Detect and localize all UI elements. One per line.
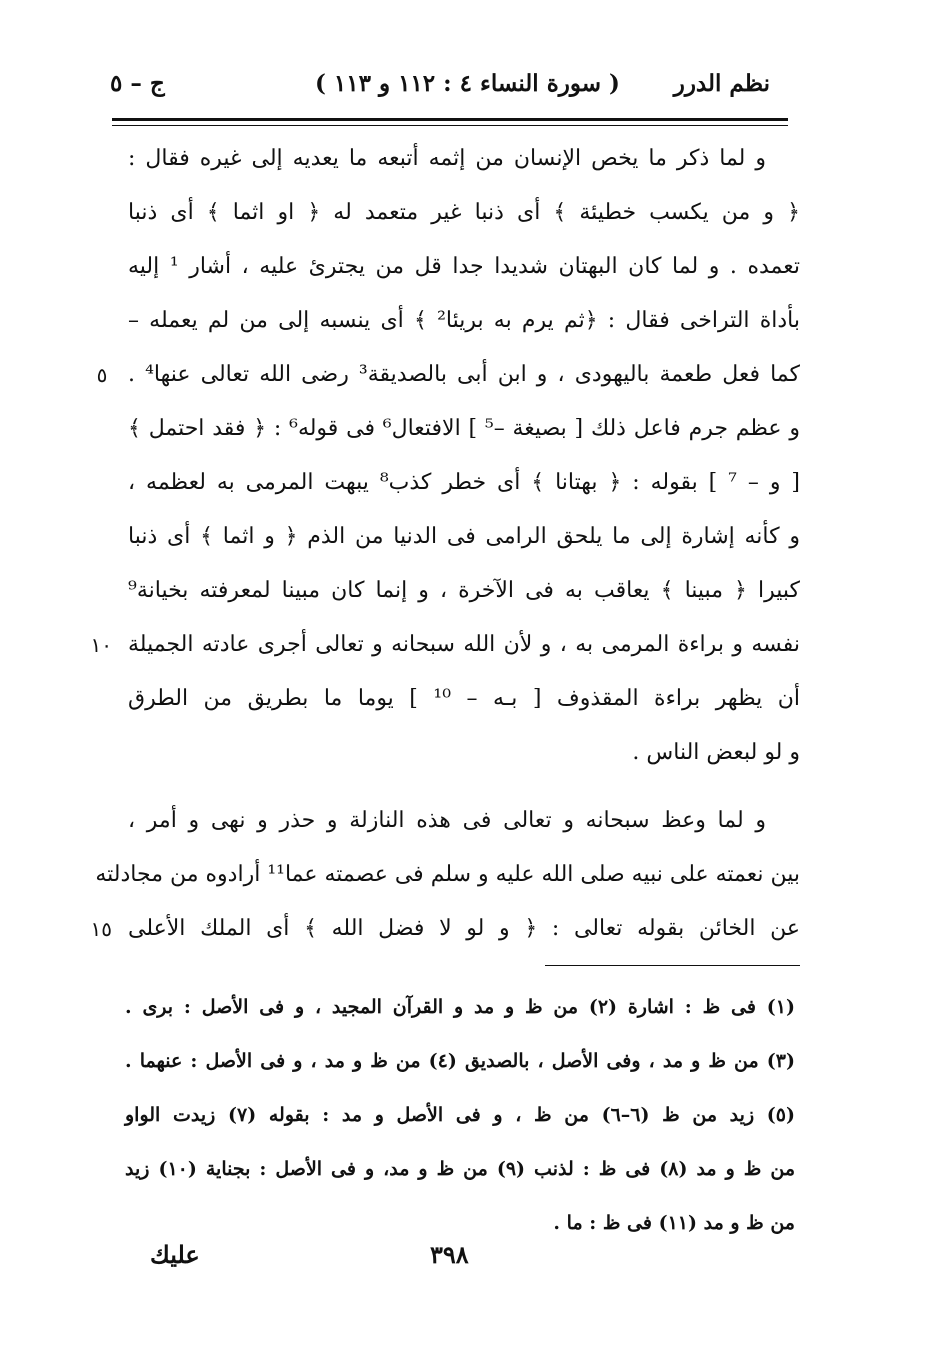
main-text (90, 132, 800, 956)
line-text: أن يظهر براءة المقذوف [ بـه – ¹⁰ ] يوما ما بطريق من الطرق (128, 686, 800, 711)
line-number: ٥ (96, 363, 108, 387)
volume-label: ج – ٥ (110, 70, 165, 97)
text-line (110, 240, 800, 294)
line-text: ﴿ و من يكسب خطيئة ﴾ أى ذنبا غير متعمد له ﴿ او اثما ﴾ أى ذنبا (128, 200, 800, 225)
line-text: بأداة التراخى فقال : ﴿ثم يرم به بريئا² ﴾ أى ينسبه إلى من لم يعمله – (128, 308, 800, 333)
text-line (110, 510, 800, 564)
page-number: ٣٩٨ (430, 1240, 469, 1269)
text-line (96, 348, 800, 402)
line-text: نفسه و براءة المرمى به ، و لأن الله سبحانه و تعالى أجرى عادته الجميلة (128, 632, 800, 657)
running-header (110, 64, 770, 114)
page-footer (100, 1240, 800, 1280)
footnote-text: (٣) من ظ و مد ، وفى الأصل ، بالصديق (٤) من ظ و مد ، و فى الأصل : عنهما . (125, 1050, 795, 1072)
footnote-line (125, 1034, 795, 1088)
text-line (110, 564, 800, 618)
line-number: ١٠ (90, 633, 112, 657)
header-rule-thick (112, 118, 788, 121)
line-text: و لما وعظ سبحانه و تعالى فى هذه النازلة و حذر و نهى و أمر ، (128, 808, 766, 833)
footnote-text: من ظ و مد (١١) فى ظ : ما . (553, 1212, 795, 1234)
line-text: بين نعمته على نبيه صلى الله عليه و سلم فى عصمته عما¹¹ أرادوه من مجادلته (95, 862, 800, 887)
footnote-line (125, 1142, 795, 1196)
text-line (95, 848, 800, 902)
text-line (110, 402, 800, 456)
footnote-rule (545, 965, 800, 966)
text-line (90, 618, 800, 672)
catchword: عليك (150, 1240, 200, 1269)
text-line (110, 794, 800, 848)
line-text: و لو لبعض الناس . (632, 740, 800, 765)
surah-reference: ( سورة النساء ٤ : ١١٢ و ١١٣ ) (315, 70, 620, 97)
line-text: و كأنه إشارة إلى ما يلحق الرامى فى الدنيا من الذم ﴿ و اثما ﴾ أى ذنبا (128, 524, 800, 549)
book-title: نظم الدرر (673, 70, 770, 97)
line-number: ١٥ (90, 917, 112, 941)
line-text: كما فعل طعمة باليهودى ، و ابن أبى بالصديقة³ رضى الله تعالى عنها⁴ . (128, 362, 800, 387)
line-text: عن الخائن بقوله تعالى : ﴿ و لو لا فضل الله ﴾ أى الملك الأعلى (128, 916, 800, 941)
footnote-line (125, 1088, 795, 1142)
footnote-line (125, 980, 795, 1034)
footnote-text: (١) فى ظ : اشارة (٢) من ظ و مد و القرآن المجيد ، و فى الأصل : برى . (125, 996, 795, 1018)
line-text: [ و – ⁷ ] بقوله : ﴿ بهتانا ﴾ أى خطر كذب⁸ يبهت المرمى به لعظمه ، (128, 470, 800, 495)
line-text: تعمده . و لما كان البهتان شديدا جدا قل من يجترئ عليه ، أشار ¹ إليه (128, 254, 800, 279)
text-line (110, 456, 800, 510)
text-line (110, 294, 800, 348)
line-text: و عظم جرم فاعل ذلك [ بصيغة –⁵ ] الافتعال⁶ فى قوله⁶ : ﴿ فقد احتمل ﴾ (128, 416, 800, 441)
text-line (110, 672, 800, 726)
footnotes (125, 980, 795, 1250)
text-line (110, 726, 800, 780)
text-line (110, 186, 800, 240)
footnote-text: (٥) زيد من ظ (٦–٦) من ظ ، و فى الأصل و مد : بقوله (٧) زيدت الواو (125, 1104, 795, 1126)
line-text: و لما ذكر ما يخص الإنسان من إثمه أتبعه ما يعديه إلى غيره فقال : (128, 146, 766, 171)
footnote-text: من ظ و مد (٨) فى ظ : لذنب (٩) من ظ و مد، و فى الأصل : بجناية (١٠) زيد (125, 1158, 796, 1180)
line-text: كبيرا ﴿ مبينا ﴾ يعاقب به فى الآخرة ، و إنما كان مبينا لمعرفته بخيانة⁹ (128, 578, 800, 603)
text-line (110, 132, 800, 186)
header-rule-thin (112, 125, 788, 126)
text-line (90, 902, 800, 956)
